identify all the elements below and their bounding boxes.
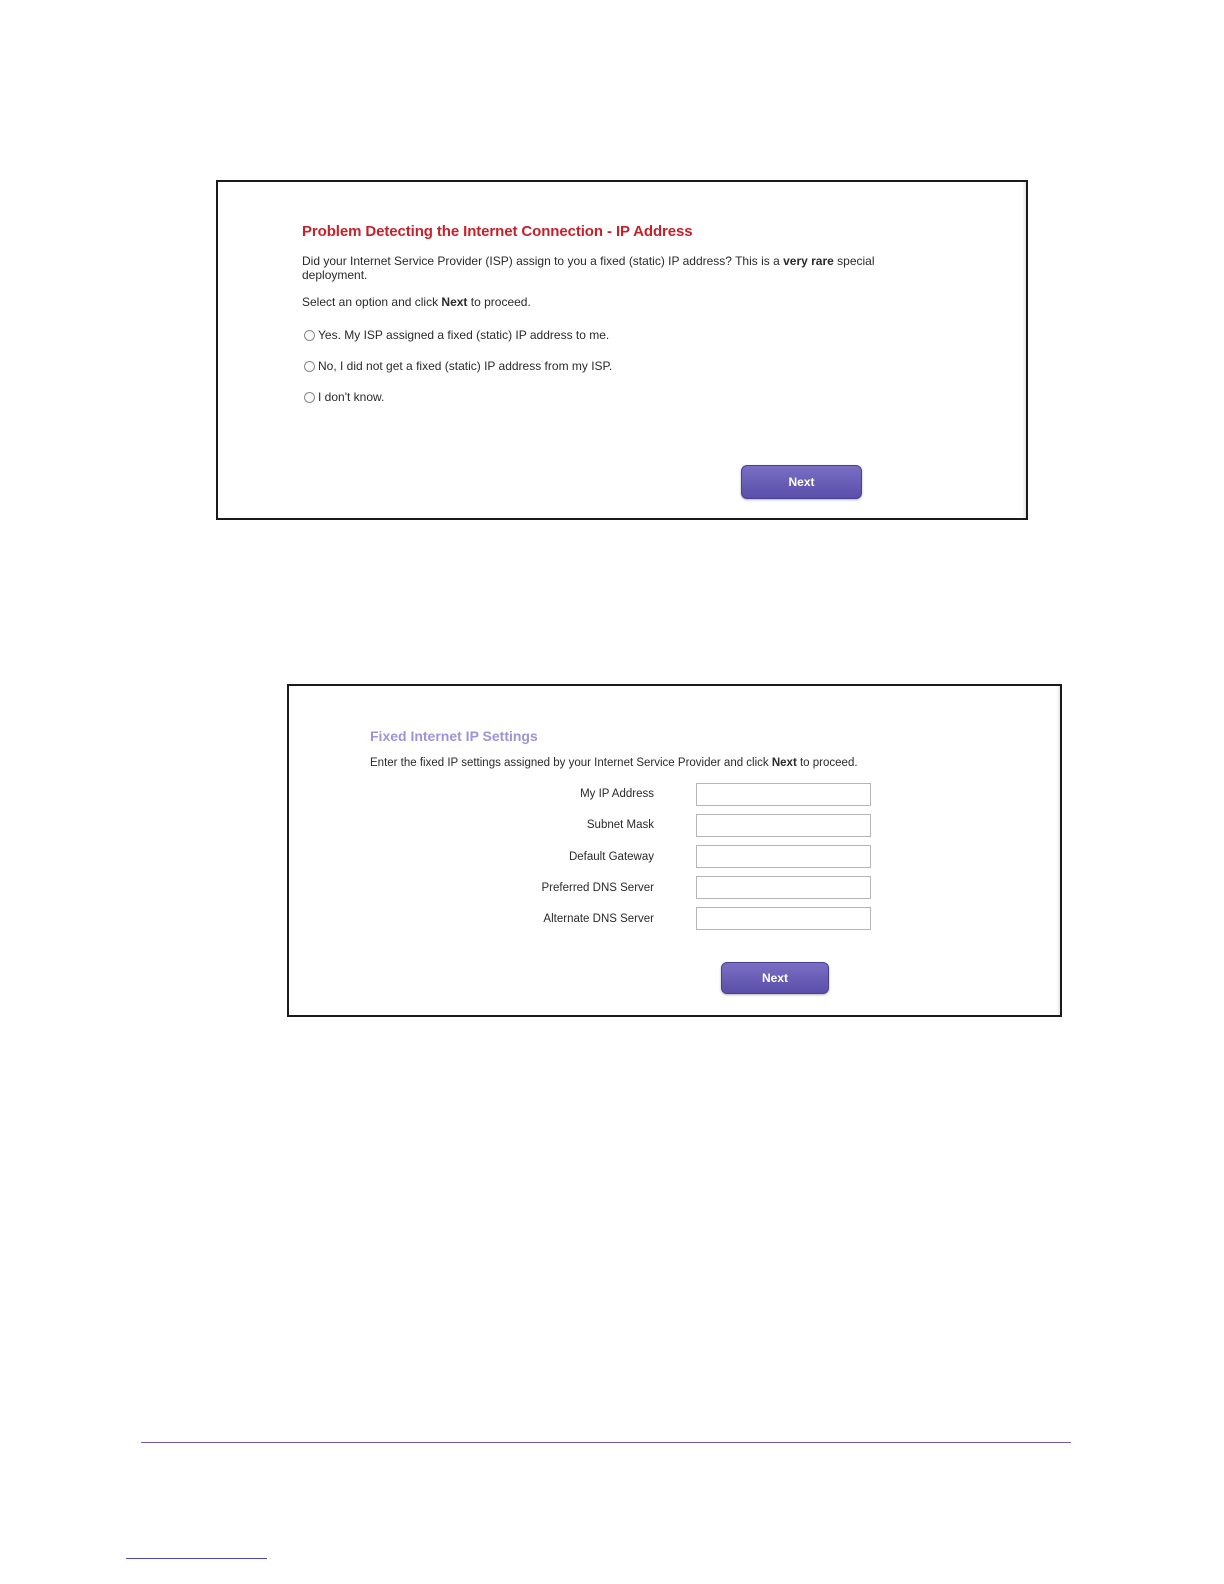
panel-edge-shade xyxy=(1022,182,1026,518)
instruction-text xyxy=(370,757,858,769)
instruction-part2: to proceed. xyxy=(796,757,858,769)
alternate-dns-input[interactable] xyxy=(696,907,871,930)
next-button[interactable]: Next xyxy=(741,465,862,499)
alternate-dns-label: Alternate DNS Server xyxy=(543,913,654,925)
instruction-next-word: Next xyxy=(771,757,797,769)
question-text-part2: special deployment. xyxy=(302,254,875,282)
question-text xyxy=(302,254,922,282)
my-ip-address-label: My IP Address xyxy=(580,788,654,800)
page-title: Fixed Internet IP Settings xyxy=(370,728,538,744)
page-title: Problem Detecting the Internet Connection - IP Address xyxy=(302,223,693,240)
default-gateway-input[interactable] xyxy=(696,845,871,868)
radio-button-yes[interactable] xyxy=(304,330,315,341)
fixed-ip-settings-panel xyxy=(287,684,1062,1017)
instruction-next-word: Next xyxy=(441,295,468,309)
footer-link-underline[interactable] xyxy=(126,1558,267,1559)
radio-button-no[interactable] xyxy=(304,361,315,372)
footer-divider xyxy=(141,1442,1071,1443)
preferred-dns-input[interactable] xyxy=(696,876,871,899)
default-gateway-label: Default Gateway xyxy=(568,851,654,863)
radio-option-yes[interactable] xyxy=(304,328,609,342)
radio-label-dont-know: I don't know. xyxy=(318,390,385,404)
instruction-part1: Select an option and click xyxy=(302,295,442,309)
next-button[interactable]: Next xyxy=(721,962,829,994)
my-ip-address-input[interactable] xyxy=(696,783,871,806)
question-text-part1: Did your Internet Service Provider (ISP) assign to you a fixed (static) IP address? This is a xyxy=(302,254,784,268)
radio-label-yes: Yes. My ISP assigned a fixed (static) IP address to me. xyxy=(318,328,610,342)
radio-button-dont-know[interactable] xyxy=(304,392,315,403)
radio-option-no[interactable] xyxy=(304,359,612,373)
subnet-mask-input[interactable] xyxy=(696,814,871,837)
instruction-text xyxy=(302,295,531,309)
question-text-emphasis: very rare xyxy=(783,254,834,268)
radio-option-dont-know[interactable] xyxy=(304,390,384,404)
preferred-dns-label: Preferred DNS Server xyxy=(541,882,654,894)
instruction-part2: to proceed. xyxy=(467,295,531,309)
radio-label-no: No, I did not get a fixed (static) IP address from my ISP. xyxy=(318,359,613,373)
subnet-mask-label: Subnet Mask xyxy=(586,819,654,831)
ip-address-detection-panel xyxy=(216,180,1028,520)
instruction-part1: Enter the fixed IP settings assigned by your Internet Service Provider and click xyxy=(370,757,772,769)
panel-edge-shade xyxy=(1056,686,1060,1015)
